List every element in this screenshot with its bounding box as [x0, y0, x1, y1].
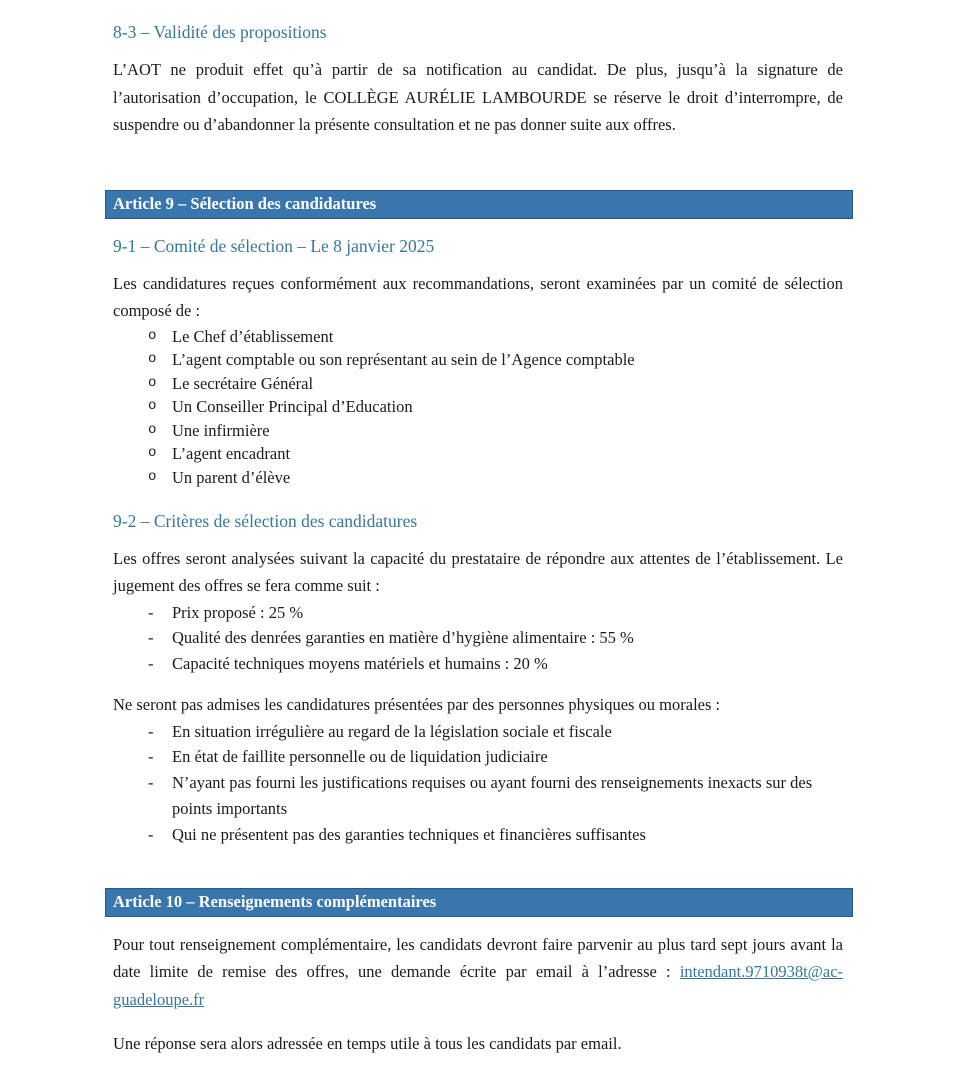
- list-item-text: Qui ne présentent pas des garanties techniques et financières suffisantes: [172, 824, 646, 844]
- article-10-paragraph-text: Pour tout renseignement complémentaire, les candidats devront faire parvenir au plus tard sept jours avant la date limite de remise des offres, une demande écrite par email à l’adresse :: [113, 934, 843, 982]
- o-bullet-marker: o: [148, 398, 157, 415]
- o-bullet-marker: o: [148, 421, 157, 438]
- list-item: [113, 625, 843, 651]
- list-item: [113, 325, 843, 349]
- list-item-text: Le Chef d’établissement: [172, 326, 334, 346]
- o-bullet-marker: o: [148, 351, 157, 368]
- section-9-2-paragraph: Les offres seront analysées suivant la capacité du prestataire de répondre aux attentes de l’établissement. Le jugement des offres se fera comme suit :: [113, 548, 843, 596]
- list-item-text: En état de faillite personnelle ou de liquidation judiciaire: [172, 747, 548, 767]
- list-item-text: En situation irrégulière au regard de la législation sociale et fiscale: [172, 721, 612, 741]
- list-item: [113, 395, 843, 419]
- section-8-3-paragraph: L’AOT ne produit effet qu’à partir de sa notification au candidat. De plus, jusqu’à la signature de l’autorisation d’occupation, le COLLÈGE AURÉLIE LAMBOURDE se réserve le droit d’interrompre, de suspendre ou d’abandonner la présente consultation et ne pas donner suite aux offres.: [113, 60, 843, 134]
- list-item: [113, 600, 843, 626]
- list-item-text: Un parent d’élève: [172, 468, 291, 488]
- section-8-3-heading: 8-3 – Validité des propositions: [113, 22, 327, 42]
- o-bullet-marker: o: [148, 374, 157, 391]
- section-9-1-paragraph: Les candidatures reçues conformément aux recommandations, seront examinées par un comité de sélection composé de :: [113, 273, 843, 320]
- o-bullet-marker: o: [148, 445, 157, 462]
- list-item-text: Qualité des denrées garanties en matière d’hygiène alimentaire : 55 %: [172, 628, 634, 648]
- list-item-text: Un Conseiller Principal d’Education: [172, 397, 413, 417]
- list-item: [113, 770, 843, 822]
- list-item: [113, 348, 843, 372]
- list-item-text: N’ayant pas fourni les justifications requises ou ayant fourni des renseignements inexacts sur des points importants: [172, 773, 813, 818]
- closing-paragraph: Une réponse sera alors adressée en temps utile à tous les candidats par email.: [113, 1034, 622, 1054]
- list-item: [113, 466, 843, 490]
- dash-bullet-marker: -: [148, 654, 154, 674]
- article-9-banner: Article 9 – Sélection des candidatures: [105, 190, 853, 219]
- exclusions-list: [113, 719, 843, 848]
- list-item-text: Capacité techniques moyens matériels et humains : 20 %: [172, 654, 548, 674]
- list-item-text: L’agent encadrant: [172, 444, 291, 464]
- dash-bullet-marker: -: [148, 824, 154, 844]
- o-bullet-marker: o: [148, 469, 157, 486]
- article-10-paragraph: [113, 931, 843, 1014]
- list-item: [113, 651, 843, 677]
- article-10-banner: Article 10 – Renseignements complémentaires: [105, 888, 853, 917]
- dash-bullet-marker: -: [148, 628, 154, 648]
- list-item: [113, 419, 843, 443]
- selection-committee-list: [113, 325, 843, 490]
- list-item-text: Prix proposé : 25 %: [172, 602, 304, 622]
- list-item: [113, 744, 843, 770]
- list-item: [113, 822, 843, 848]
- list-item-text: Le secrétaire Général: [172, 373, 314, 393]
- list-item-text: L’agent comptable ou son représentant au sein de l’Agence comptable: [172, 350, 635, 370]
- list-item: [113, 442, 843, 466]
- dash-bullet-marker: -: [148, 602, 154, 622]
- list-item: [113, 719, 843, 745]
- section-9-1-heading: 9-1 – Comité de sélection – Le 8 janvier 2025: [113, 235, 435, 256]
- dash-bullet-marker: -: [148, 747, 154, 767]
- list-item: [113, 372, 843, 396]
- section-9-2-heading: 9-2 – Critères de sélection des candidatures: [113, 510, 418, 531]
- dash-bullet-marker: -: [148, 773, 154, 793]
- contact-email-link[interactable]: intendant.9710938t@ac-guadeloupe.fr: [113, 962, 844, 1009]
- criteria-list: [113, 600, 843, 677]
- dash-bullet-marker: -: [148, 721, 154, 741]
- list-item-text: Une infirmière: [172, 420, 270, 440]
- o-bullet-marker: o: [148, 327, 157, 344]
- exclusion-intro-paragraph: Ne seront pas admises les candidatures présentées par des personnes physiques ou morales :: [113, 695, 721, 715]
